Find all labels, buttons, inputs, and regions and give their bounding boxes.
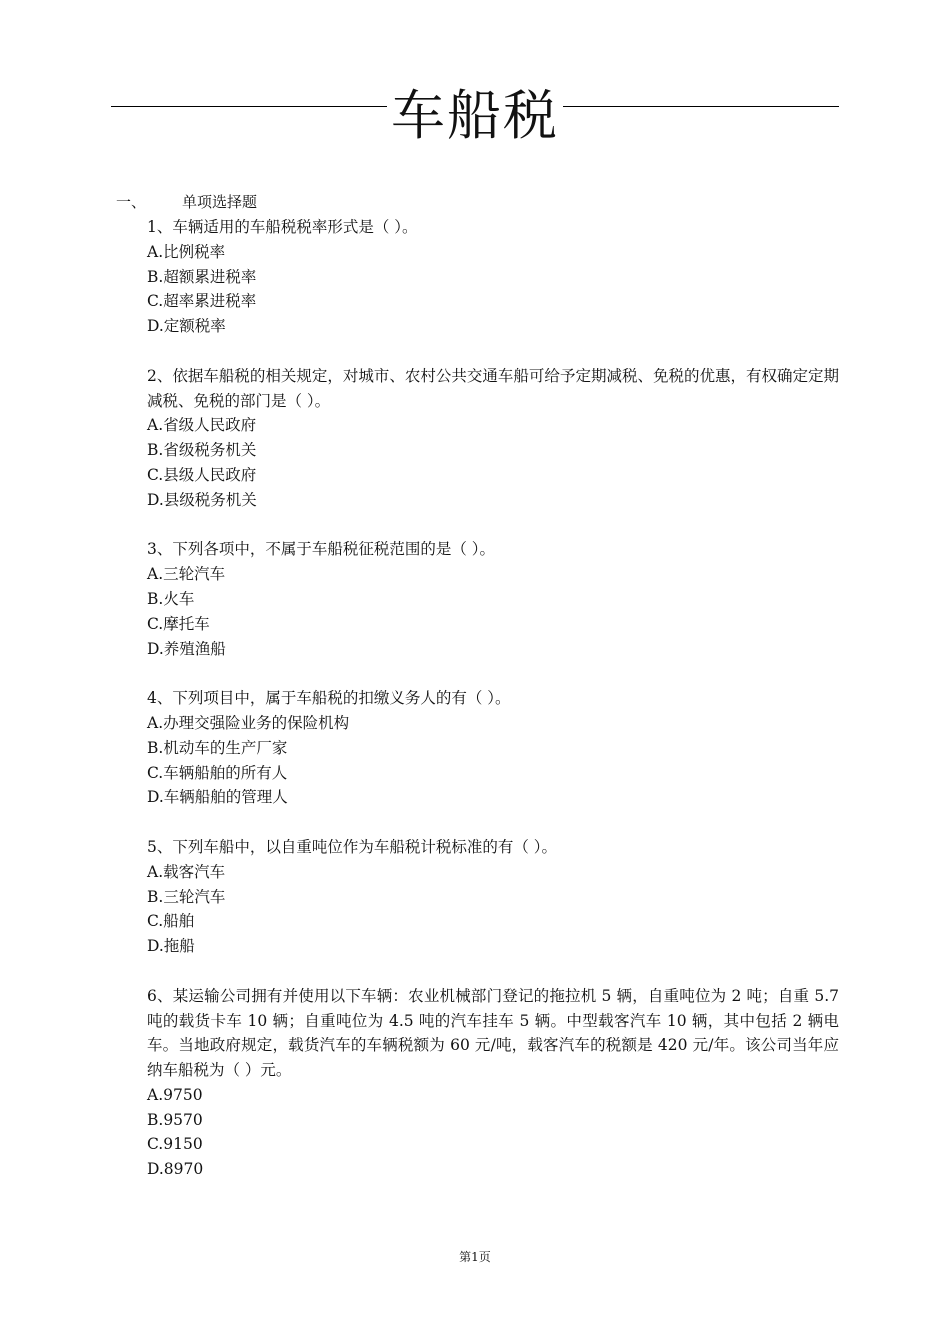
document-title	[0, 84, 950, 148]
option-d: D.车辆船舶的管理人	[147, 788, 288, 807]
question-stem: 3、下列各项中，不属于车船税征税范围的是（ ）。	[147, 540, 496, 559]
option-b: B.省级税务机关	[147, 441, 257, 460]
page-number: 第1页	[459, 1250, 491, 1264]
option-c: C.超率累进税率	[147, 292, 257, 311]
option-a: A.9750	[147, 1085, 203, 1104]
option-d: D.定额税率	[147, 317, 226, 336]
option-a: A.比例税率	[147, 242, 226, 261]
question-stem: 1、车辆适用的车船税税率形式是（ ）。	[147, 218, 418, 236]
option-d: D.8970	[147, 1160, 204, 1179]
section-number: 一、	[116, 193, 147, 211]
option-b: B.火车	[147, 589, 195, 608]
question-stem: 6、某运输公司拥有并使用以下车辆：农业机械部门登记的拖拉机 5 辆，自重吨位为 2 吨；自重 5.7 吨的载货卡车 10 辆；自重吨位为 4.5 吨的汽车挂车 5 辆。中型载客汽车 10 辆，其中包括 2 辆电车。当地政府规定，载货汽车的车辆税额为 60 元/吨，载客汽车的税额是 420 元/年。该公司当年应纳车船税为（ ）元。	[147, 986, 839, 1080]
option-c: C.船舶	[147, 912, 195, 931]
document-title-text: 车船税	[387, 84, 563, 147]
section-label: 单项选择题	[182, 193, 258, 211]
option-b: B.三轮汽车	[147, 887, 226, 906]
option-d: D.县级税务机关	[147, 490, 257, 509]
option-c: C.车辆船舶的所有人	[147, 763, 288, 782]
option-b: B.超额累进税率	[147, 267, 257, 286]
question-stem: 5、下列车船中，以自重吨位作为车船税计税标准的有（ ）。	[147, 837, 558, 856]
question-stem: 2、依据车船税的相关规定，对城市、农村公共交通车船可给予定期减税、免税的优惠，有权确定定期减税、免税的部门是（ ）。	[147, 366, 839, 410]
option-b: B.机动车的生产厂家	[147, 738, 288, 757]
option-a: A.省级人民政府	[147, 416, 257, 435]
option-b: B.9570	[147, 1110, 203, 1129]
option-c: C.摩托车	[147, 614, 210, 633]
option-d: D.养殖渔船	[147, 639, 226, 658]
option-d: D.拖船	[147, 937, 195, 956]
question-6	[147, 984, 839, 1182]
option-c: C.县级人民政府	[147, 465, 257, 484]
option-a: A.三轮汽车	[147, 565, 226, 584]
question-3	[147, 537, 839, 661]
question-2	[147, 364, 839, 513]
option-a: A.载客汽车	[147, 862, 226, 881]
question-list	[147, 215, 839, 1207]
question-stem: 4、下列项目中，属于车船税的扣缴义务人的有（ ）。	[147, 689, 511, 708]
option-c: C.9150	[147, 1135, 203, 1154]
section-heading	[116, 190, 257, 214]
question-4	[147, 686, 839, 810]
option-a: A.办理交强险业务的保险机构	[147, 713, 350, 732]
question-5	[147, 835, 839, 959]
question-1	[147, 215, 839, 339]
